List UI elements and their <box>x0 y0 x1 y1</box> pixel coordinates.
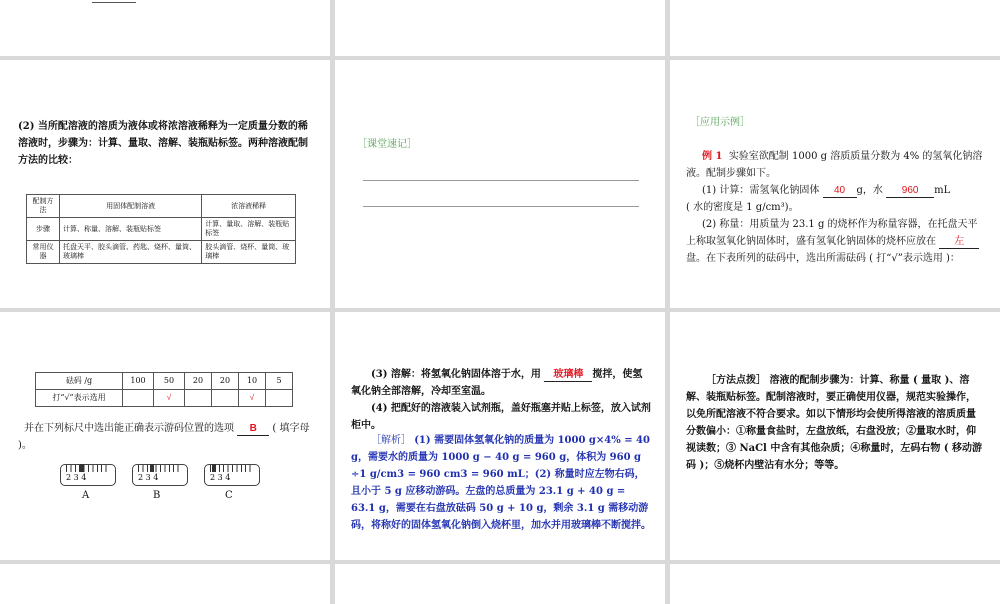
dissolve-steps <box>351 366 651 434</box>
comparison-table <box>26 194 296 264</box>
weight-value: 10 <box>239 373 266 390</box>
answer-water-volume: 960 <box>886 185 934 198</box>
table-cell: 托盘天平、胶头滴管、药匙、烧杯、量筒、玻璃棒 <box>60 241 202 264</box>
slide-method-tips <box>670 312 1000 560</box>
weight-value: 100 <box>123 373 154 390</box>
table-cell: 胶头滴管、烧杯、量筒、玻璃棒 <box>202 241 296 264</box>
class-notes-title: ［课堂速记］ <box>357 139 417 150</box>
slide-dissolve-analysis <box>335 312 665 560</box>
ruler-question <box>18 420 314 454</box>
table-cell: 计算、量取、溶解、装瓶贴标签 <box>202 218 296 241</box>
table-header-cell: 配制方法 <box>27 195 60 218</box>
option-label-b: B <box>153 490 161 501</box>
slide-bottom-left <box>0 564 330 604</box>
weights-table <box>35 372 293 407</box>
slide-bottom-middle <box>335 564 665 604</box>
answer-ruler-option: B <box>237 423 269 436</box>
analysis-label: ［解析］ <box>371 435 411 446</box>
table-cell: 常用仪器 <box>27 241 60 264</box>
table-header-cell: 浓溶液稀释 <box>202 195 296 218</box>
check-mark: √ <box>239 390 266 407</box>
intro-paragraph: (2) 当所配溶液的溶质为液体或将浓溶液稀释为一定质量分数的稀溶液时，步骤为：计算、量取、溶解、装瓶贴标签。两种溶液配制方法的比较： <box>18 121 308 166</box>
step2-text-a: (2) 称量：用质量为 23.1 g 的烧杯作为称量容器，在托盘天平上称取氢氧化钠固体时，盛有氢氧化钠固体的烧杯应放在 <box>686 219 978 247</box>
table-header-cell: 用固体配制溶液 <box>60 195 202 218</box>
slide-class-notes <box>335 60 665 308</box>
step4-text: (4) 把配好的溶液装入试剂瓶，盖好瓶塞并贴上标签，放入试剂柜中。 <box>351 403 651 431</box>
analysis-paragraph <box>351 432 651 534</box>
ruler-scale: 2 3 4 <box>210 473 231 482</box>
step2-text-b: 盘。在下表所列的砝码中，选出所需砝码 ( 打“√”表示选用 )： <box>686 253 960 264</box>
table-row <box>27 218 296 241</box>
table-row <box>27 241 296 264</box>
option-label-a: A <box>82 490 90 501</box>
step3-text-a: (3) 溶解：将氢氧化钠固体溶于水，用 <box>371 369 541 380</box>
note-line <box>363 180 639 181</box>
weights-row <box>36 373 293 390</box>
application-title: ［应用示例］ <box>690 117 750 128</box>
example-statement: 实验室欲配制 1000 g 溶质质量分数为 4% 的氢氧化钠溶液。配制步骤如下。 <box>686 151 983 179</box>
step1-text-d: ( 水的密度是 1 g/cm³)。 <box>686 202 799 213</box>
slide-top-middle <box>335 0 665 56</box>
answer-pan-side: 左 <box>939 236 979 249</box>
weight-value: 20 <box>185 373 212 390</box>
example-text <box>686 148 984 267</box>
method-tips-text: 溶液的配制步骤为：计算、称量 ( 量取 )、溶解、装瓶贴标签。配制溶液时，要正确使用仪器，规范实验操作，以免所配溶液不符合要求。如以下情形均会使所得溶液的溶质质量分数偏小：①称量食盐时，左盘放纸，右盘没放；②量取水时，仰视读数；③ NaCl 中含有其他杂质；④称量时，左码右物 ( 移动游码 )；⑤烧杯内壁沾有水分；等等。 <box>686 375 983 471</box>
step3-text-b: 搅拌，使氢氧化钠全部溶解，冷却至室温。 <box>351 369 643 397</box>
step1-text-b: g，水 <box>856 185 883 196</box>
slide-top-right <box>670 0 1000 56</box>
ruler-scale: 2 3 4 <box>138 473 159 482</box>
method-tips-paragraph <box>686 372 984 474</box>
table-cell: 步骤 <box>27 218 60 241</box>
weight-value: 50 <box>154 373 185 390</box>
slide-weights-selection <box>0 312 330 560</box>
check-mark <box>123 390 154 407</box>
check-mark <box>212 390 239 407</box>
selection-row <box>36 390 293 407</box>
weight-value: 20 <box>212 373 239 390</box>
ruler-option-b <box>132 464 188 486</box>
slide-bottom-right <box>670 564 1000 604</box>
answer-stirring-tool: 玻璃棒 <box>544 369 592 382</box>
method-tips-label: ［方法点拨］ <box>706 375 766 386</box>
ruler-option-a <box>60 464 116 486</box>
note-line <box>363 206 639 207</box>
step1-text-c: mL <box>934 185 951 196</box>
table-header-row <box>27 195 296 218</box>
ruler-option-c <box>204 464 260 486</box>
table-cell: 计算、称量、溶解、装瓶贴标签 <box>60 218 202 241</box>
slide-top-left <box>0 0 330 56</box>
weights-header: 砝码 /g <box>36 373 123 390</box>
check-mark <box>266 390 293 407</box>
slide-application-example <box>670 60 1000 308</box>
ruler-scale: 2 3 4 <box>66 473 87 482</box>
check-mark <box>185 390 212 407</box>
ruler-question-tail: ( 填字母 )。 <box>18 423 310 451</box>
example-label: 例 1 <box>702 151 723 162</box>
analysis-text: (1) 需要固体氢氧化钠的质量为 1000 g×4% = 40 g，需要水的质量为 1000 g − 40 g = 960 g，体积为 960 g ÷1 g/cm3 = 960 cm3 = 960 mL；(2) 称量时应左物右码，且小于 5 g 应移动游码。左盘的总质量为 23.1 g + 40 g = 63.1 g，需要在右盘放砝码 50 g + 10 g，剩余 3.1 g 需移动游码，将称好的固体氢氧化钠倒入烧杯里，加水并用玻璃棒不断搅拌。 <box>351 435 651 531</box>
answer-naoh-mass: 40 <box>823 185 857 198</box>
ruler-question-text: 并在下列标尺中选出能正确表示游码位置的选项 <box>24 423 234 434</box>
cut-off-content <box>92 0 136 3</box>
weight-value: 5 <box>266 373 293 390</box>
option-label-c: C <box>225 490 233 501</box>
check-mark: √ <box>154 390 185 407</box>
selection-label: 打“√”表示选用 <box>36 390 123 407</box>
step1-text-a: (1) 计算：需氢氧化钠固体 <box>702 185 820 196</box>
slide-solution-comparison <box>0 60 330 308</box>
